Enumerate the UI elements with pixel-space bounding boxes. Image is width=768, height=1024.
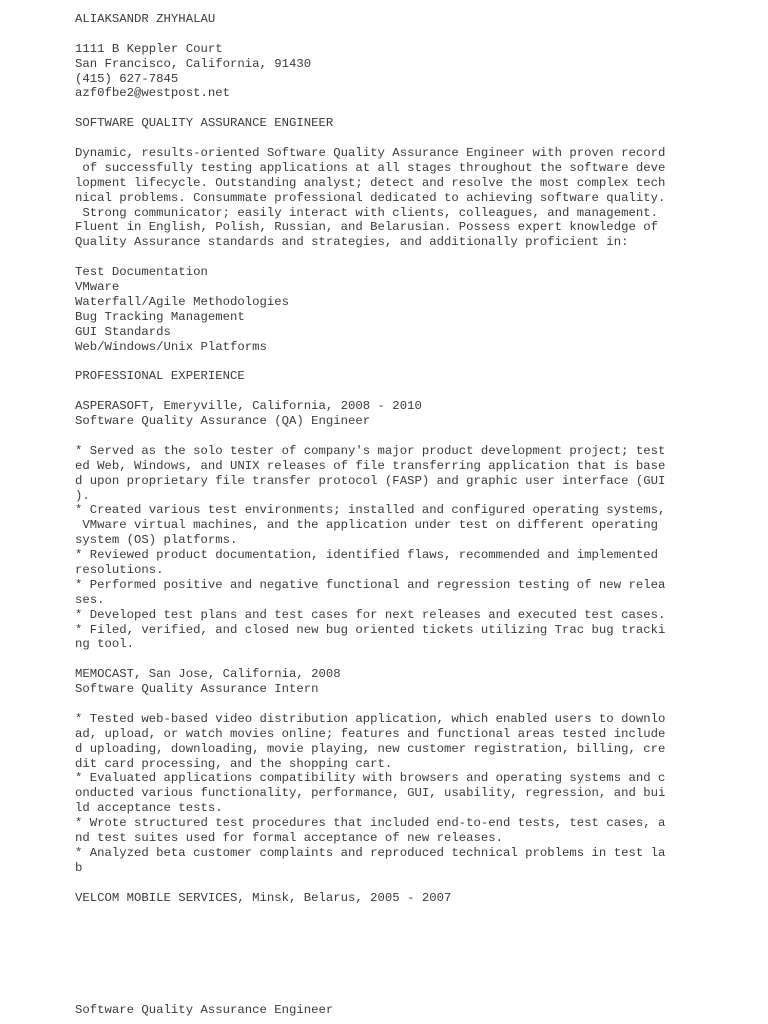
spacer [75,905,755,1003]
spacer [75,27,755,42]
experience-heading: PROFESSIONAL EXPERIENCE [75,369,245,384]
job-bullet-line: * Served as the solo tester of company's major product development project; test [75,443,666,458]
skill-item: GUI Standards [75,324,171,339]
job-bullet-line: * Evaluated applications compatibility with browsers and operating systems and c [75,771,666,786]
phone-number: (415) 627-7845 [75,71,179,86]
job-bullet-line: * Filed, verified, and closed new bug oriented tickets utilizing Trac bug tracki [75,622,666,637]
job-bullet-line: * Performed positive and negative functional and regression testing of new relea [75,577,666,592]
job-bullet-line: * Analyzed beta customer complaints and reproduced technical problems in test la [75,845,666,860]
job-bullet-line: system (OS) platforms. [75,533,238,548]
skill-item: Bug Tracking Management [75,309,245,324]
job-role: Software Quality Assurance Intern [75,682,319,697]
skills-list [75,265,755,354]
job-entry-memocast [75,667,755,875]
job-bullet-line: * Developed test plans and test cases for next releases and executed test cases. [75,607,666,622]
job-role: Software Quality Assurance Engineer [75,1003,334,1018]
job-bullet-line: ld acceptance tests. [75,801,223,816]
summary-paragraph [75,146,755,250]
spacer [75,876,755,891]
spacer [75,384,755,399]
job-company: ASPERASOFT, Emeryville, California, 2008 - 2010 [75,399,422,414]
job-bullet-line: onducted various functionality, performance, GUI, usability, regression, and bui [75,786,666,801]
resume-document [75,12,755,1018]
spacer [75,652,755,667]
job-bullet-line: ). [75,488,90,503]
summary-line: lopment lifecycle. Outstanding analyst; detect and resolve the most complex tech [75,175,666,190]
spacer [75,101,755,116]
job-entry-velcom [75,891,755,1019]
spacer [75,354,755,369]
job-bullet-line: ng tool. [75,637,135,652]
summary-line: Fluent in English, Polish, Russian, and Belarusian. Possess expert knowledge of [75,220,658,235]
email-address: azf0fbe2@westpost.net [75,86,230,101]
job-bullet-line: resolutions. [75,562,164,577]
job-bullet-line: * Created various test environments; installed and configured operating systems, [75,503,666,518]
job-company: MEMOCAST, San Jose, California, 2008 [75,667,341,682]
skill-item: VMware [75,280,120,295]
summary-line: Strong communicator; easily interact with clients, colleagues, and management. [75,205,658,220]
spacer [75,250,755,265]
job-bullet-line: ed Web, Windows, and UNIX releases of file transferring application that is base [75,458,666,473]
skill-item: Web/Windows/Unix Platforms [75,339,267,354]
job-company: VELCOM MOBILE SERVICES, Minsk, Belarus, 2005 - 2007 [75,890,452,905]
summary-line: of successfully testing applications at all stages throughout the software deve [75,160,666,175]
summary-line: Dynamic, results-oriented Software Quality Assurance Engineer with proven record [75,146,666,161]
job-bullet-line: * Wrote structured test procedures that included end-to-end tests, test cases, a [75,816,666,831]
job-bullet-line: ses. [75,592,105,607]
spacer [75,131,755,146]
address-line-1: 1111 B Keppler Court [75,41,223,56]
job-bullet-line: * Tested web-based video distribution application, which enabled users to downlo [75,711,666,726]
summary-line: Quality Assurance standards and strategies, and additionally proficient in: [75,235,629,250]
job-bullet-line: d uploading, downloading, movie playing, new customer registration, billing, cre [75,741,666,756]
job-bullet-line: d upon proprietary file transfer protocol (FASP) and graphic user interface (GUI [75,473,666,488]
job-bullet-line: ad, upload, or watch movies online; features and functional areas tested include [75,726,666,741]
job-entry-asperasoft [75,399,755,652]
job-bullet-line: dit card processing, and the shopping cart. [75,756,393,771]
skill-item: Waterfall/Agile Methodologies [75,294,290,309]
spacer [75,697,755,712]
job-role: Software Quality Assurance (QA) Engineer [75,414,371,429]
job-bullet-line: nd test suites used for formal acceptance of new releases. [75,830,504,845]
job-bullet-line: VMware virtual machines, and the application under test on different operating [75,518,658,533]
job-bullet-line: b [75,860,83,875]
summary-line: nical problems. Consummate professional dedicated to achieving software quality. [75,190,666,205]
job-bullet-line: * Reviewed product documentation, identified flaws, recommended and implemented [75,548,658,563]
candidate-name: ALIAKSANDR ZHYHALAU [75,12,216,26]
address-line-2: San Francisco, California, 91430 [75,56,312,71]
job-title-heading: SOFTWARE QUALITY ASSURANCE ENGINEER [75,116,334,131]
skill-item: Test Documentation [75,265,208,280]
spacer [75,429,755,444]
